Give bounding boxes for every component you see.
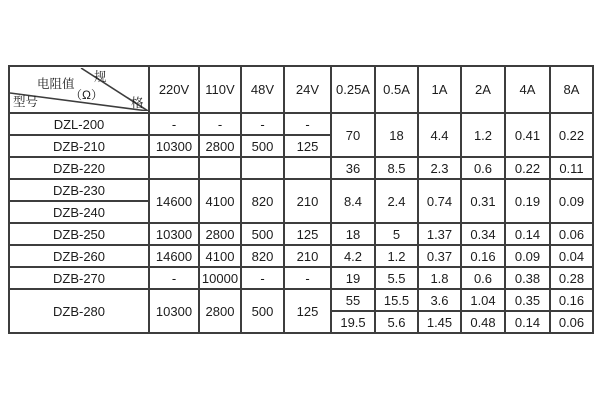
voltage-cell (241, 157, 284, 179)
table-row-dzb-220 (9, 157, 593, 179)
voltage-cell-merged: 210 (284, 179, 331, 223)
table-row-dzb-250 (9, 223, 593, 245)
current-cell: 0.11 (550, 157, 593, 179)
model-cell: DZB-220 (9, 157, 149, 179)
voltage-cell: 500 (241, 223, 284, 245)
current-cell: 0.6 (461, 157, 505, 179)
voltage-cell: 10300 (149, 135, 199, 157)
corner-model-label: 型号 (13, 95, 39, 109)
current-cell-merged: 0.31 (461, 179, 505, 223)
current-cell-merged: 0.74 (418, 179, 461, 223)
current-cell: 0.35 (505, 289, 550, 311)
voltage-cell: 14600 (149, 245, 199, 267)
current-cell-merged: 0.19 (505, 179, 550, 223)
table-row-dzb-270 (9, 267, 593, 289)
model-cell: DZB-240 (9, 201, 149, 223)
voltage-cell: 500 (241, 135, 284, 157)
voltage-cell: 125 (284, 223, 331, 245)
table-row-dzl-200 (9, 113, 593, 135)
voltage-cell: - (284, 113, 331, 135)
model-cell-merged: DZB-280 (9, 289, 149, 333)
current-cell-merged: 8.4 (331, 179, 375, 223)
voltage-cell: 125 (284, 135, 331, 157)
model-cell: DZB-270 (9, 267, 149, 289)
col-header-0-5a: 0.5A (375, 66, 418, 113)
voltage-cell-merged: 125 (284, 289, 331, 333)
voltage-cell: 2800 (199, 135, 241, 157)
voltage-cell: - (199, 113, 241, 135)
voltage-cell: 10300 (149, 223, 199, 245)
voltage-cell: 4100 (199, 245, 241, 267)
current-cell-merged: 0.41 (505, 113, 550, 157)
model-cell: DZB-250 (9, 223, 149, 245)
corner-header-inner (10, 68, 148, 111)
model-cell: DZB-260 (9, 245, 149, 267)
col-header-48v: 48V (241, 66, 284, 113)
current-cell-merged: 1.2 (461, 113, 505, 157)
current-cell: 0.22 (505, 157, 550, 179)
model-cell: DZB-230 (9, 179, 149, 201)
corner-spec-label-bottom: 格 (131, 96, 144, 110)
col-header-4a: 4A (505, 66, 550, 113)
table-row-dzb-230 (9, 179, 593, 201)
header-row (9, 66, 593, 113)
model-cell: DZL-200 (9, 113, 149, 135)
col-header-1a: 1A (418, 66, 461, 113)
current-cell: 0.6 (461, 267, 505, 289)
voltage-cell-merged: 10300 (149, 289, 199, 333)
voltage-cell: - (149, 113, 199, 135)
col-header-2a: 2A (461, 66, 505, 113)
current-cell: 55 (331, 289, 375, 311)
voltage-cell-merged: 2800 (199, 289, 241, 333)
voltage-cell-merged: 820 (241, 179, 284, 223)
col-header-8a: 8A (550, 66, 593, 113)
voltage-cell: 10000 (199, 267, 241, 289)
current-cell-merged: 70 (331, 113, 375, 157)
col-header-220v: 220V (149, 66, 199, 113)
voltage-cell: - (241, 267, 284, 289)
current-cell: 5.6 (375, 311, 418, 333)
corner-spec-label-top: 规 (94, 70, 107, 84)
corner-header-cell (9, 66, 149, 113)
resistance-spec-table (8, 65, 594, 334)
current-cell: 0.28 (550, 267, 593, 289)
current-cell-merged: 4.4 (418, 113, 461, 157)
current-cell: 5 (375, 223, 418, 245)
current-cell: 0.37 (418, 245, 461, 267)
model-cell: DZB-210 (9, 135, 149, 157)
voltage-cell-merged: 14600 (149, 179, 199, 223)
voltage-cell-merged: 4100 (199, 179, 241, 223)
current-cell: 8.5 (375, 157, 418, 179)
resistance-spec-table-wrap (8, 65, 594, 334)
voltage-cell: - (284, 267, 331, 289)
current-cell: 1.8 (418, 267, 461, 289)
current-cell: 0.38 (505, 267, 550, 289)
voltage-cell: 210 (284, 245, 331, 267)
voltage-cell (284, 157, 331, 179)
current-cell: 3.6 (418, 289, 461, 311)
current-cell: 2.3 (418, 157, 461, 179)
current-cell-merged: 2.4 (375, 179, 418, 223)
voltage-cell: - (241, 113, 284, 135)
current-cell: 0.06 (550, 311, 593, 333)
current-cell: 1.04 (461, 289, 505, 311)
current-cell: 0.14 (505, 311, 550, 333)
voltage-cell (149, 157, 199, 179)
current-cell: 36 (331, 157, 375, 179)
current-cell: 19 (331, 267, 375, 289)
voltage-cell (199, 157, 241, 179)
current-cell: 4.2 (331, 245, 375, 267)
current-cell: 0.09 (505, 245, 550, 267)
col-header-24v: 24V (284, 66, 331, 113)
current-cell: 19.5 (331, 311, 375, 333)
col-header-110v: 110V (199, 66, 241, 113)
current-cell: 0.06 (550, 223, 593, 245)
current-cell: 1.45 (418, 311, 461, 333)
current-cell: 15.5 (375, 289, 418, 311)
current-cell: 0.48 (461, 311, 505, 333)
col-header-0-25a: 0.25A (331, 66, 375, 113)
voltage-cell-merged: 500 (241, 289, 284, 333)
voltage-cell: 820 (241, 245, 284, 267)
corner-resistance-unit-label: （Ω） (70, 88, 103, 102)
current-cell: 0.16 (461, 245, 505, 267)
current-cell: 0.04 (550, 245, 593, 267)
current-cell-merged: 18 (375, 113, 418, 157)
voltage-cell: 2800 (199, 223, 241, 245)
current-cell: 1.2 (375, 245, 418, 267)
current-cell: 5.5 (375, 267, 418, 289)
corner-resistance-label: 电阻值 (37, 77, 75, 91)
current-cell: 0.14 (505, 223, 550, 245)
table-row-dzb-260 (9, 245, 593, 267)
current-cell-merged: 0.09 (550, 179, 593, 223)
table-row-dzb-280 (9, 289, 593, 311)
current-cell-merged: 0.22 (550, 113, 593, 157)
current-cell: 0.34 (461, 223, 505, 245)
voltage-cell: - (149, 267, 199, 289)
current-cell: 0.16 (550, 289, 593, 311)
current-cell: 18 (331, 223, 375, 245)
current-cell: 1.37 (418, 223, 461, 245)
